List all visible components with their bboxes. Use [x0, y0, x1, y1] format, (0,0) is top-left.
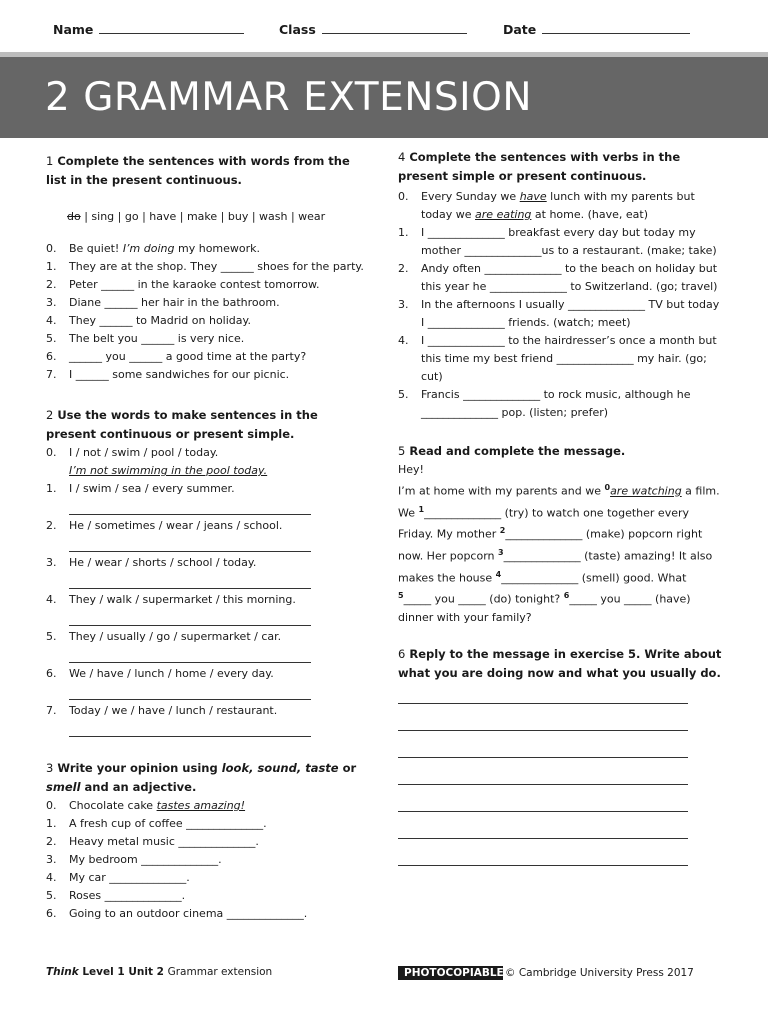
list-item[interactable]: 4. They ______ to Madrid on holiday. [46, 314, 251, 327]
answer-line[interactable] [69, 609, 311, 626]
writing-line[interactable] [398, 758, 688, 785]
list-item: 0. Be quiet! I’m doing my homework. [46, 242, 261, 255]
list-item[interactable]: 3. Diane ______ her hair in the bathroom. [46, 296, 280, 309]
left-column [46, 152, 366, 939]
exercise-1-items [46, 240, 366, 384]
list-item: 2. He / sometimes / wear / jeans / school. [46, 519, 283, 532]
list-item: 7. Today / we / have / lunch / restaurant. [46, 704, 278, 717]
word-list: do | sing | go | have | make | buy | wash | wear [67, 210, 326, 223]
message-text[interactable]: Hey! I’m at home with my parents and we $^0$are watching a film. We $^1$______________ (try) to watch one together every Friday. My mother $^2$______________ (make) popcorn right now. Her popcorn $^3$______________ (taste) amazing! It also makes the house $^4$______________ (smell) good. What $^5$_____ you _____ (do) tonight? $^6$_____ you _____ (have) dinner with your family? [398, 463, 720, 624]
writing-line[interactable] [398, 785, 688, 812]
exercise-4-instruction: 4 Complete the sentences with verbs in the present simple or present continuous. [398, 150, 681, 183]
list-item[interactable]: 3. My bedroom ______________. [46, 853, 222, 866]
footer-right [398, 966, 694, 980]
exercise-3 [46, 759, 366, 923]
writing-line[interactable] [398, 839, 688, 866]
exercise-4-items [398, 188, 723, 422]
date-label: Date [503, 22, 537, 37]
exercise-1-instruction: 1 Complete the sentences with words from the list in the present continuous. [46, 154, 350, 187]
writing-line[interactable] [398, 704, 688, 731]
footer-left: Think Level 1 Unit 2 Grammar extension [46, 966, 273, 978]
writing-line[interactable] [398, 812, 688, 839]
class-field [279, 22, 467, 37]
list-item: 0. I / not / swim / pool / today. I’m not swimming in the pool today. [46, 446, 268, 477]
answer-line[interactable] [69, 646, 311, 663]
exercise-6 [398, 645, 723, 866]
list-item: 6. We / have / lunch / home / every day. [46, 667, 274, 680]
exercise-3-instruction: 3 Write your opinion using look, sound, taste or smell and an adjective. [46, 761, 357, 794]
class-label: Class [279, 22, 316, 37]
list-item[interactable]: 4. I ______________ to the hairdresser’s once a month but this time my best friend ______________ my hair. (go; cut) [398, 334, 717, 383]
right-column [398, 148, 723, 882]
answer-line[interactable] [69, 720, 311, 737]
exercise-6-instruction: 6 Reply to the message in exercise 5. Write about what you are doing now and what you usually do. [398, 646, 722, 680]
exercise-2-items [46, 444, 366, 498]
exercise-4 [398, 148, 723, 422]
list-item[interactable]: 6. ______ you ______ a good time at the party? [46, 350, 307, 363]
photocopiable-badge: PHOTOCOPIABLE [398, 966, 503, 980]
exercise-5 [398, 442, 723, 627]
name-label: Name [53, 22, 94, 37]
list-item: 1. I / swim / sea / every summer. [46, 482, 235, 495]
exercise-1 [46, 152, 366, 384]
exercise-5-instruction: 5 Read and complete the message. [398, 444, 626, 458]
copyright: © Cambridge University Press 2017 [505, 967, 694, 979]
name-field [53, 22, 244, 37]
writing-line[interactable] [398, 731, 688, 758]
list-item: 5. They / usually / go / supermarket / car. [46, 630, 282, 643]
answer-line[interactable] [69, 498, 311, 515]
list-item[interactable]: 1. They are at the shop. They ______ shoes for the party. [46, 260, 364, 273]
page-title: 2 GRAMMAR EXTENSION [45, 75, 533, 120]
exercise-2-instruction: 2 Use the words to make sentences in the present continuous or present simple. [46, 408, 318, 441]
answer-line[interactable] [69, 535, 311, 552]
list-item: 0. Every Sunday we have lunch with my parents but today we are eating at home. (have, eat) [398, 190, 695, 221]
answer-line[interactable] [69, 572, 311, 589]
list-item: 0. Chocolate cake tastes amazing! [46, 799, 246, 812]
reply-lines [398, 677, 723, 866]
title-banner [0, 52, 768, 138]
list-item[interactable]: 3. In the afternoons I usually ______________ TV but today I ______________ friends. (watch; meet) [398, 298, 720, 329]
list-item[interactable]: 2. Heavy metal music ______________. [46, 835, 259, 848]
list-item[interactable]: 4. My car ______________. [46, 871, 190, 884]
list-item: 4. They / walk / supermarket / this morning. [46, 593, 296, 606]
list-item[interactable]: 5. The belt you ______ is very nice. [46, 332, 245, 345]
exercise-3-items [46, 797, 366, 923]
list-item[interactable]: 5. Francis ______________ to rock music, although he ______________ pop. (listen; prefer) [398, 388, 691, 419]
list-item[interactable]: 2. Peter ______ in the karaoke contest tomorrow. [46, 278, 320, 291]
date-field [503, 22, 690, 37]
list-item[interactable]: 5. Roses ______________. [46, 889, 186, 902]
list-item[interactable]: 6. Going to an outdoor cinema ______________. [46, 907, 308, 920]
list-item[interactable]: 2. Andy often ______________ to the beach on holiday but this year he ______________ to Switzerland. (go; travel) [398, 262, 718, 293]
list-item[interactable]: 7. I ______ some sandwiches for our picnic. [46, 368, 290, 381]
answer-line[interactable] [69, 683, 311, 700]
class-line[interactable] [322, 23, 467, 34]
list-item[interactable]: 1. I ______________ breakfast every day but today my mother ______________us to a restaurant. (make; take) [398, 226, 717, 257]
name-line[interactable] [99, 23, 244, 34]
list-item[interactable]: 1. A fresh cup of coffee ______________. [46, 817, 267, 830]
exercise-2 [46, 406, 366, 737]
list-item: 3. He / wear / shorts / school / today. [46, 556, 257, 569]
date-line[interactable] [542, 23, 690, 34]
